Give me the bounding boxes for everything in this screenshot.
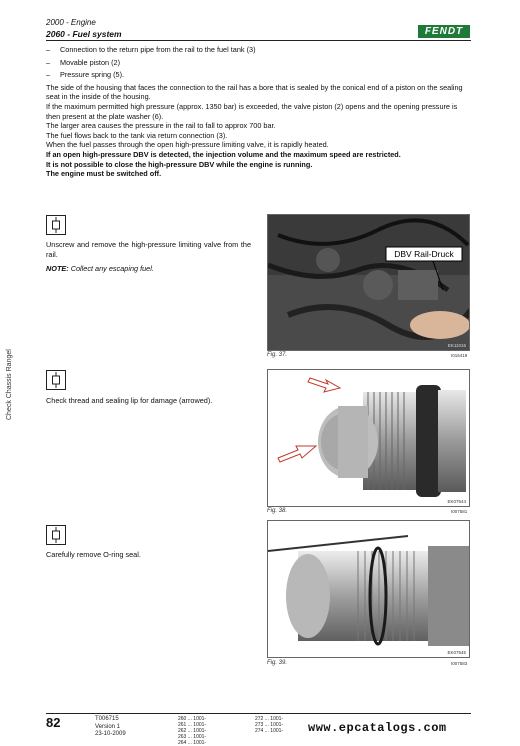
page-number: 82 bbox=[46, 715, 61, 730]
brand-logo: FENDT bbox=[418, 25, 470, 38]
paragraph: If the maximum permitted high pressure (approx. 1350 bar) is exceeded, the valve piston (2) opens and the opening pressure is then present at the plate washer (6). bbox=[46, 101, 458, 121]
figure-image bbox=[267, 520, 470, 658]
document-info: T006715 Version 1 23-10-2009 bbox=[95, 716, 126, 737]
footer-divider bbox=[46, 713, 471, 714]
subsection-title: 2060 - Fuel system bbox=[46, 29, 122, 39]
warning-text: It is not possible to close the high-pressure DBV while the engine is running. bbox=[46, 159, 313, 169]
note-label: NOTE: bbox=[46, 264, 69, 273]
figure-caption: Fig. 37. bbox=[267, 352, 288, 358]
paragraph: The fuel flows back to the tank via return connection (3). bbox=[46, 130, 228, 140]
figure-image bbox=[267, 214, 470, 351]
serial-range-list: 272 ... 1001- 273 ... 1001- 274 ... 1001- bbox=[255, 716, 284, 734]
figure-code: EK07544 bbox=[447, 499, 466, 504]
watermark-link[interactable]: www.epcatalogs.com bbox=[308, 721, 447, 735]
figure-image bbox=[267, 369, 470, 507]
warning-text: The engine must be switched off. bbox=[46, 169, 162, 179]
figure-ref: I007583 bbox=[451, 661, 468, 666]
tool-step-icon bbox=[46, 215, 66, 235]
step-instruction: Carefully remove O-ring seal. bbox=[46, 550, 141, 559]
list-item: – Connection to the return pipe from the rail to the fuel tank (3) bbox=[46, 45, 256, 54]
figure-ref: I007581 bbox=[451, 509, 468, 514]
figure-code: EK07545 bbox=[447, 650, 466, 655]
paragraph: When the fuel passes through the open high-pressure limiting valve, it is rapidly heated. bbox=[46, 140, 329, 150]
warning-text: If an open high-pressure DBV is detected, the injection volume and the maximum speed are restricted. bbox=[46, 149, 401, 159]
tool-step-icon bbox=[46, 525, 66, 545]
figure-caption: Fig. 38. bbox=[267, 508, 288, 514]
section-title: 2000 - Engine bbox=[46, 18, 96, 27]
header-divider bbox=[46, 40, 471, 41]
paragraph: The larger area causes the pressure in the rail to fall to approx 700 bar. bbox=[46, 121, 276, 131]
step-instruction: Unscrew and remove the high-pressure limiting valve from the rail. NOTE: Collect any escaping fuel. bbox=[46, 240, 251, 273]
list-item: – Pressure spring (5). bbox=[46, 70, 125, 80]
sidebar-label: Check Chassis Rangel bbox=[6, 349, 13, 420]
tool-step-icon bbox=[46, 370, 66, 390]
serial-range-list: 260 ... 1001- 261 ... 1001- 262 ... 1001- 263 ... 1001- 264 ... 1001- bbox=[178, 716, 207, 746]
figure-code: EK11016 bbox=[447, 343, 466, 348]
step-instruction: Check thread and sealing lip for damage (arrowed). bbox=[46, 396, 213, 405]
body-text bbox=[46, 45, 471, 179]
figure-caption: Fig. 39. bbox=[267, 660, 288, 666]
list-item: – Movable piston (2) bbox=[46, 57, 121, 67]
figure-ref: I016419 bbox=[451, 353, 468, 358]
figure-callout: DBV Rail-Druck bbox=[394, 249, 454, 259]
paragraph: The side of the housing that faces the connection to the rail has a bore that is sealed by the conical end of a piston on the sealing seat in the inside of the housing. bbox=[46, 82, 463, 102]
